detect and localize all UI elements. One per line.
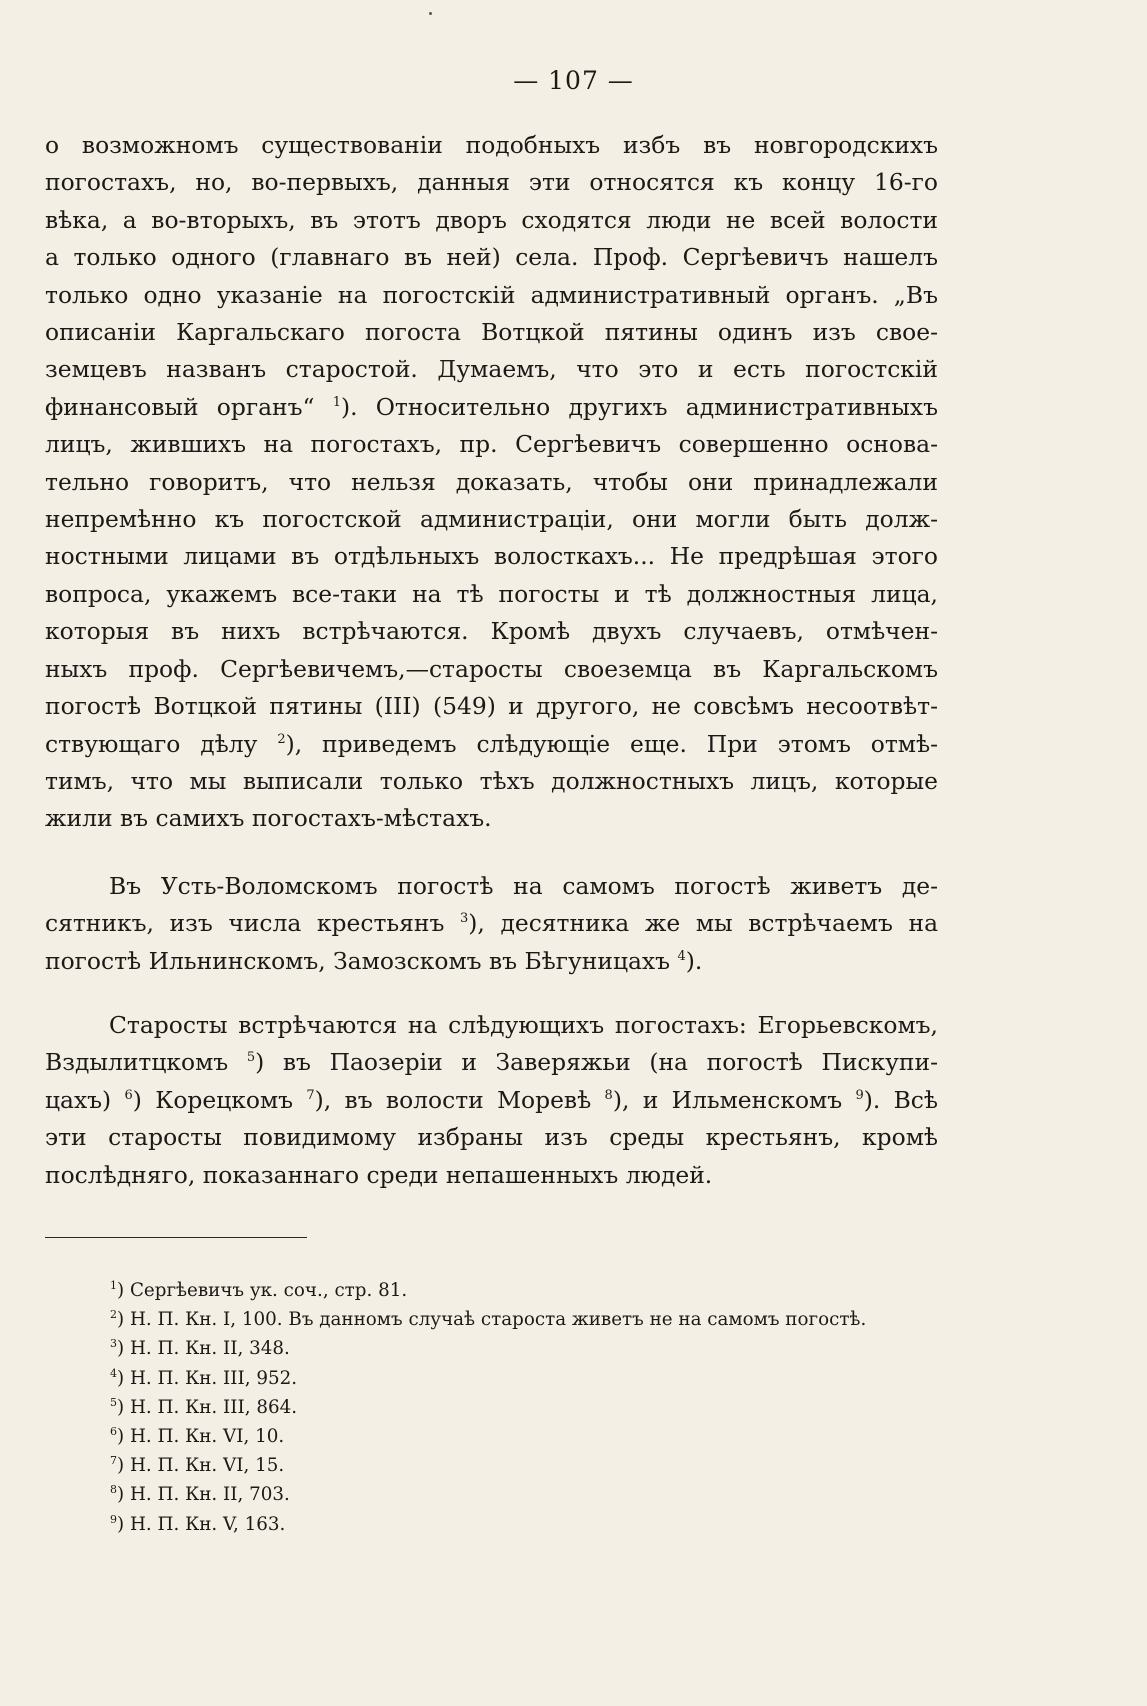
footnote [45,1305,938,1334]
footnote-text: ) Н. П. Кн. III, 864. [117,1396,298,1418]
text-line: тимъ, что мы выписали только тѣхъ должностныхъ лицъ, которые [45,766,938,795]
text-line: тельно говоритъ, что нельзя доказать, чтобы они принадлежали [45,467,938,496]
footnote [45,1422,938,1451]
paragraph-2 [45,868,938,980]
footnote-ref: 4 [677,948,686,964]
footnote [45,1480,938,1509]
page-number: — 107 — [513,66,634,95]
footnotes [45,1276,938,1539]
text-line: непремѣнно къ погостской администраціи, они могли быть долж- [45,505,938,534]
text-line: погостѣ Вотцкой пятины (III) (549) и другого, не совсѣмъ несоотвѣт- [45,692,938,721]
footnote-mark: 5 [110,1395,117,1409]
footnote [45,1393,938,1422]
footnote-mark: 2 [110,1308,117,1322]
footnote-mark: 6 [110,1424,117,1438]
footnote-mark: 8 [110,1483,117,1497]
footnote [45,1451,938,1480]
footnote [45,1510,938,1539]
text-line: финансовый органъ“ $^1$). Относительно другихъ административныхъ [45,392,938,421]
text-line: послѣдняго, показаннаго среди непашенныхъ людей. [45,1160,713,1189]
main-text [45,127,938,1194]
footnote-text: ) Н. П. Кн. II, 348. [117,1338,290,1360]
paragraph-1 [45,127,938,838]
footnote-ref: 7 [306,1087,315,1103]
footnote [45,1334,938,1363]
footnote [45,1276,938,1305]
footnote-text: ) Н. П. Кн. VI, 15. [117,1455,285,1477]
footnote-text: ) Н. П. Кн. V, 163. [117,1513,286,1535]
text-line: земцевъ названъ старостой. Думаемъ, что это и есть погостскій [45,355,938,384]
footnote-mark: 7 [110,1454,117,1468]
text-line: описаніи Каргальскаго погоста Вотцкой пятины одинъ изъ свое- [45,318,938,347]
footnote-text: ) Н. П. Кн. VI, 10. [117,1426,285,1448]
footnote-mark: 4 [110,1366,117,1380]
text-line: ностными лицами въ отдѣльныхъ волосткахъ... Не предрѣшая этого [45,542,938,571]
footnote-ref: 1 [332,395,341,411]
text-line: ствующаго дѣлу $^2$), приведемъ слѣдующіе еще. При этомъ отмѣ- [45,729,938,758]
footnote-text: ) Н. П. Кн. III, 952. [117,1367,298,1389]
footnote-mark: 9 [110,1512,117,1526]
text-line: цахъ) $^6$) Корецкомъ $^7$), въ волости Моревѣ $^8$), и Ильменскомъ $^9$). Всѣ [45,1085,938,1114]
text-line: только одно указаніе на погостскій административный органъ. „Въ [45,280,938,309]
footnote-text: ) Сергѣевичъ ук. соч., стр. 81. [117,1280,408,1301]
text-line: Старосты встрѣчаются на слѣдующихъ погостахъ: Егорьевскомъ, [109,1010,938,1039]
text-line: о возможномъ существованіи подобныхъ избъ въ новгородскихъ [45,131,938,159]
text-line: эти старосты повидимому избраны изъ среды крестьянъ, кромѣ [45,1123,938,1152]
footnote [45,1364,938,1393]
text-line: погостахъ, но, во-первыхъ, данныя эти относятся къ концу 16-го [45,168,938,197]
footnote-ref: 5 [246,1050,256,1066]
footnote-mark: 1 [110,1278,117,1292]
paragraph-3 [45,1007,938,1194]
text-line: а только одного (главнаго въ ней) села. Проф. Сергѣевичъ нашелъ [45,243,938,272]
text-line: Въ Усть-Воломскомъ погостѣ на самомъ погостѣ живетъ де- [109,871,938,900]
text-line: жили въ самихъ погостахъ-мѣстахъ. [45,804,492,833]
text-line: которыя въ нихъ встрѣчаются. Кромѣ двухъ случаевъ, отмѣчен- [45,617,938,646]
footnote-divider [45,1237,307,1238]
footnote-ref: 2 [277,731,286,747]
text-line: ныхъ проф. Сергѣевичемъ,—старосты своеземца въ Каргальскомъ [45,654,938,683]
text-line: вопроса, укажемъ все-таки на тѣ погосты и тѣ должностныя лица, [45,579,938,608]
footnote-text: ) Н. П. Кн. I, 100. Въ данномъ случаѣ староста живетъ не на самомъ погостѣ. [117,1309,867,1331]
footnote-ref: 9 [855,1087,864,1103]
text-line: вѣка, а во-вторыхъ, въ этотъ дворъ сходятся люди не всей волости [45,205,938,234]
speck-mark [429,12,432,15]
text-line: лицъ, жившихъ на погостахъ, пр. Сергѣевичъ совершенно основа- [45,430,938,459]
text-line: Вздылитцкомъ $^5$) въ Паозеріи и Заверяжьи (на погостѣ Пискупи- [45,1048,938,1077]
footnote-ref: 6 [124,1087,133,1103]
footnote-ref: 8 [604,1087,613,1103]
text-line: погостѣ Ильнинскомъ, Замозскомъ въ Бѣгуницахъ $^4$). [45,946,703,975]
footnote-mark: 3 [110,1337,117,1351]
footnote-text: ) Н. П. Кн. II, 703. [117,1484,290,1506]
text-line: сятникъ, изъ числа крестьянъ $^3$), десятника же мы встрѣчаемъ на [45,909,939,938]
footnote-ref: 3 [460,911,469,927]
